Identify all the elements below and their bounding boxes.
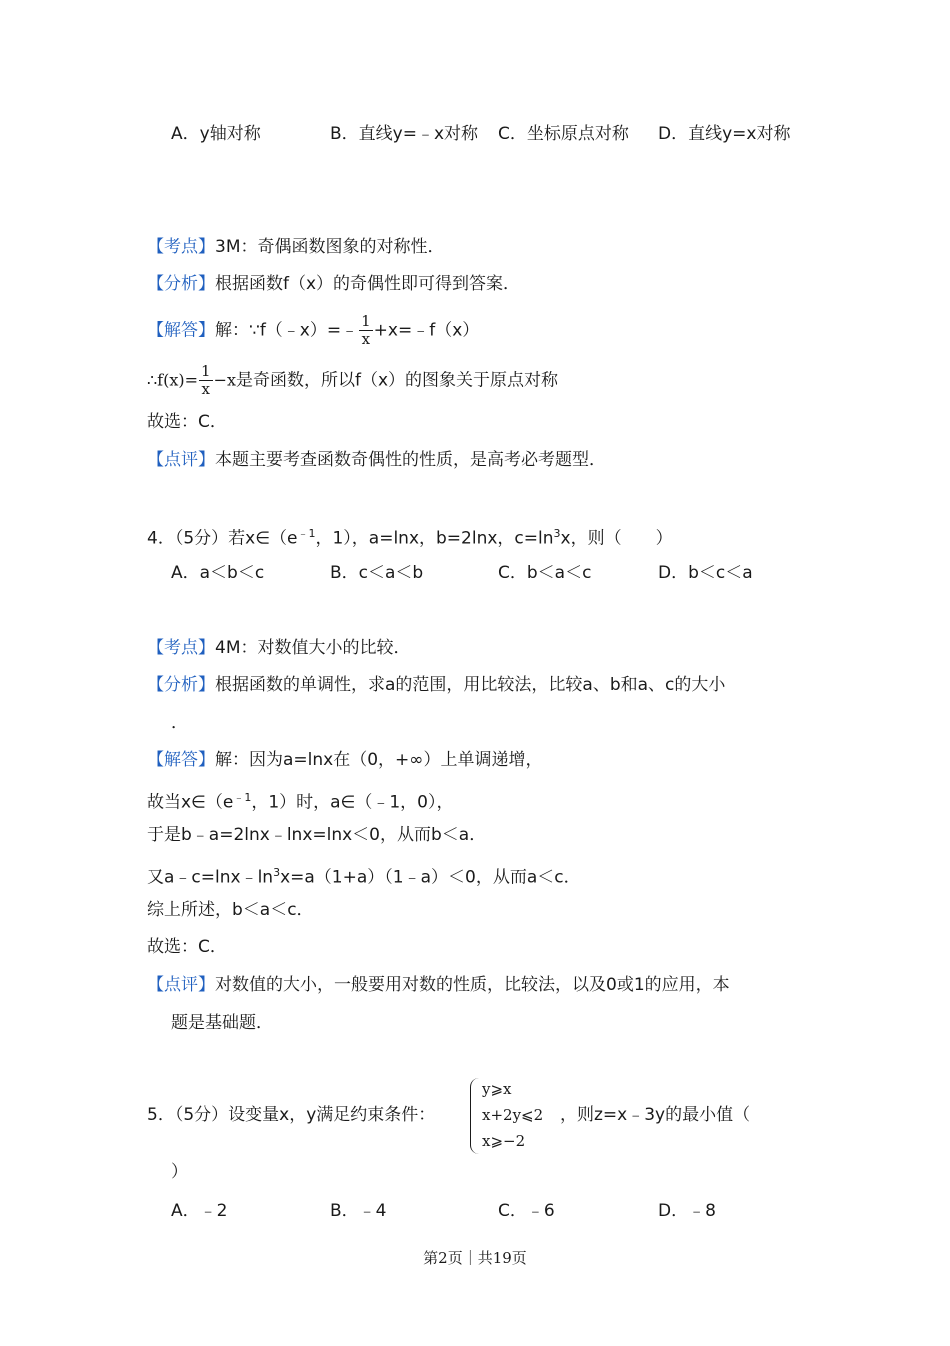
- q5-stem-pre: 5．（5分）设变量x，y满足约束条件：: [147, 1105, 436, 1125]
- fraction-1-over-x: $\frac{1}{x}$: [361, 312, 371, 348]
- fenxi-text: 根据函数f（x）的奇偶性即可得到答案．: [215, 274, 521, 294]
- jieda-tag: 【解答】: [147, 320, 215, 341]
- q5-option-d: D．﹣8: [658, 1201, 716, 1221]
- q4-solution-line2: 故当$x\in(e^{﹣1}$，1）时，a∈（﹣1，0），: [147, 791, 454, 813]
- q4-option-a: A．a＜b＜c: [171, 563, 265, 583]
- q3-kaodian: [147, 236, 444, 258]
- q4-select: 故选：C．: [147, 937, 227, 957]
- q3-fenxi: [147, 273, 520, 295]
- q3-dianping: [147, 449, 606, 471]
- constraint-3: x⩾−2: [482, 1132, 526, 1150]
- q3-solution-line2: ∴f(x)= $\frac{1}{x}$ −x是奇函数，所以f（x）的图象关于原点对称: [147, 362, 559, 398]
- q5-option-c: C．﹣6: [498, 1201, 555, 1221]
- q3-option-c: C．坐标原点对称: [498, 124, 629, 144]
- kaodian-text: 3M：奇偶函数图象的对称性．: [215, 237, 445, 257]
- constraint-2: x+2y⩽2: [482, 1106, 544, 1124]
- q5-option-b: B．﹣4: [330, 1201, 387, 1221]
- fenxi-tag: 【分析】: [147, 274, 215, 294]
- system-brace: [470, 1078, 479, 1154]
- q4-kaodian: 【考点】4M：对数值大小的比较．: [147, 638, 411, 658]
- q5-stem-post: ，则z=x﹣3y的最小值（: [560, 1105, 751, 1125]
- q4-fenxi: 【分析】根据函数的单调性，求a的范围，用比较法，比较a、b和a、c的大小: [147, 675, 726, 695]
- q5-stem-cont: ）: [171, 1162, 188, 1182]
- q3-option-d: D．直线y=x对称: [658, 124, 791, 144]
- page-footer: 第2页｜共19页: [423, 1249, 527, 1267]
- q4-solution-line4: 又$a﹣c=\ln x﹣\ln^3x=a(1+a)(1﹣a)<0$，从而a＜c．: [147, 866, 581, 888]
- q4-dianping-cont: 题是基础题．: [171, 1013, 273, 1033]
- q5-option-a: A．﹣2: [171, 1201, 228, 1221]
- q3-jieda: [147, 313, 479, 348]
- q3-option-a: A．y轴对称: [171, 124, 261, 144]
- fraction-1-over-x-2: $\frac{1}{x}$: [201, 362, 211, 398]
- q4-option-c: C．b＜a＜c: [498, 563, 592, 583]
- q4-option-d: D．b＜c＜a: [658, 563, 753, 583]
- q4-jieda: 【解答】解：因为a=lnx在（0，+∞）上单调递增，: [147, 750, 543, 770]
- dianping-text: 本题主要考查函数奇偶性的性质，是高考必考题型．: [215, 450, 606, 470]
- q3-option-b: B．直线y=﹣x对称: [330, 124, 479, 144]
- kaodian-tag: 【考点】: [147, 237, 215, 257]
- q4-fenxi-cont: ．: [171, 713, 188, 733]
- q4-solution-line3: 于是b﹣a=2lnx﹣lnx=lnx＜0，从而b＜a．: [147, 825, 487, 845]
- q4-solution-line5: 综上所述，b＜a＜c．: [147, 900, 314, 920]
- q4-stem: 4．（5分）若$x\in(e^{﹣1}$，1），a=lnx，b=2lnx，$c=\ln^3x$，则（ ）: [147, 527, 673, 549]
- dianping-tag: 【点评】: [147, 450, 215, 470]
- q4-option-b: B．c＜a＜b: [330, 563, 424, 583]
- constraint-1: y⩾x: [482, 1080, 512, 1098]
- q4-dianping: 【点评】对数值的大小，一般要用对数的性质，比较法，以及0或1的应用，本: [147, 975, 730, 995]
- jieda-pre: 解：∵f（﹣x）=﹣: [215, 320, 359, 341]
- jieda-post: +x=﹣f（x）: [373, 320, 480, 341]
- q3-select: 故选：C．: [147, 412, 227, 432]
